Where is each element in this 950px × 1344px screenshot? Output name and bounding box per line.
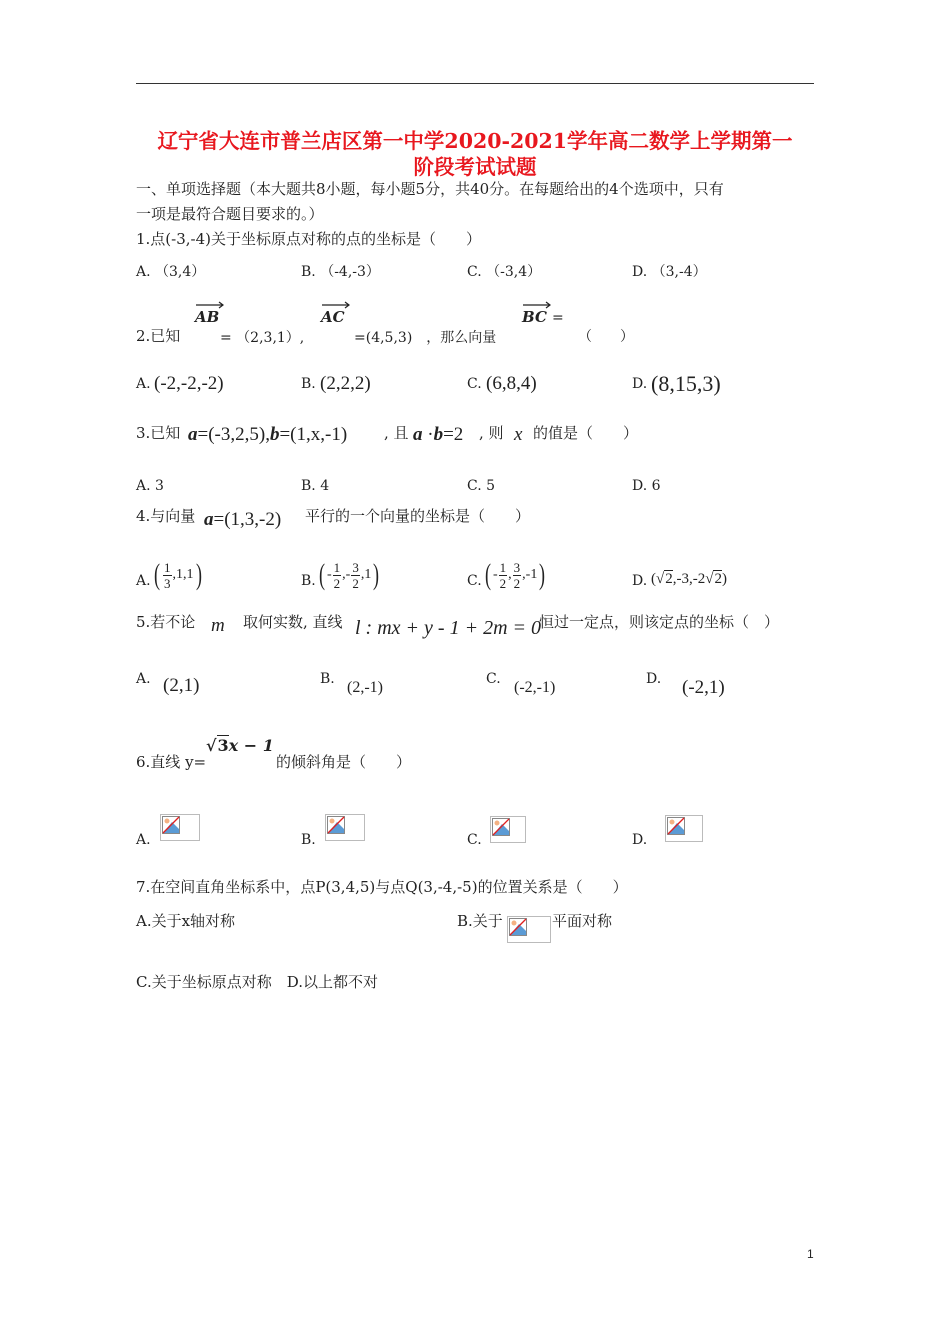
- q3-option-d: D. 6: [632, 478, 661, 494]
- q7-stem: 7.在空间直角坐标系中，点P(3,4,5)与点Q(3,-4,-5)的位置关系是（ ）: [136, 878, 628, 896]
- q5-option-c: (-2,-1): [514, 679, 556, 696]
- q3-option-b: B. 4: [301, 478, 330, 494]
- q1-option-d: D. （3,-4）: [632, 264, 707, 280]
- q5-option-d-label: D.: [646, 671, 662, 687]
- q3-and: , 且: [384, 424, 409, 442]
- section-instructions-line1: 一、单项选择题（本大题共8小题，每小题5分，共40分。在每题给出的4个选项中，只有: [136, 180, 724, 198]
- q2-ac-value: =(4,5,3) ，那么向量: [354, 330, 497, 346]
- q2-option-a-label: A.: [136, 376, 151, 392]
- q4-option-d: (√2,-3,-2√2): [651, 571, 727, 587]
- vector-arrow-icon: [321, 301, 351, 309]
- doc-title-line2: 阶段考试试题: [413, 155, 537, 179]
- q3-then: , 则: [479, 424, 504, 442]
- q3-prefix: 3.已知: [136, 424, 181, 442]
- q3-option-a: A. 3: [136, 478, 164, 494]
- q5-option-a-label: A.: [136, 671, 151, 687]
- q2-option-b-label: B.: [301, 376, 316, 392]
- q7-option-b-prefix: B.关于: [457, 912, 503, 930]
- q1-option-c: C. （-3,4）: [467, 264, 542, 280]
- q6-option-c-broken-image-icon: [490, 816, 526, 843]
- q2-prefix: 2.已知: [136, 327, 181, 345]
- q5-option-d: (-2,1): [682, 677, 725, 698]
- q3-dot-product: a ·b=2: [413, 424, 464, 445]
- q5-prefix: 5.若不论: [136, 613, 196, 631]
- header-rule: [136, 83, 814, 84]
- q2-option-d-label: D.: [632, 376, 648, 392]
- q1-option-b: B. （-4,-3）: [301, 264, 380, 280]
- q2-vector-ac: AC: [321, 307, 345, 326]
- vector-arrow-icon: [195, 301, 225, 309]
- q3-vectors: a=(-3,2,5),b=(1,x,-1): [188, 424, 348, 445]
- q6-option-b-broken-image-icon: [325, 814, 365, 841]
- q2-option-a: (-2,-2,-2): [154, 373, 224, 394]
- q2-answer-paren: （ ）: [578, 329, 634, 345]
- q4-option-c-label: C.: [467, 573, 482, 589]
- section-instructions-line2: 一项是最符合题目要求的。）: [136, 205, 324, 223]
- q7-option-b-broken-image-icon: [507, 916, 551, 943]
- q2-vector-bc: BC =: [522, 307, 564, 326]
- q6-prefix: 6.直线 y=: [136, 753, 207, 771]
- q2-vector-ab: AB: [195, 307, 219, 326]
- q7-option-b-suffix: 平面对称: [552, 912, 613, 930]
- q5-option-c-label: C.: [486, 671, 501, 687]
- q3-option-c: C. 5: [467, 478, 496, 494]
- q6-line-expression: √3x − 1: [206, 736, 274, 755]
- q4-option-d-label: D.: [632, 573, 648, 589]
- page-number: 1: [807, 1247, 814, 1261]
- q6-option-a-label: A.: [136, 832, 151, 848]
- q3-tail: 的值是（ ）: [533, 424, 639, 442]
- q3-variable-x: x: [514, 424, 523, 445]
- q6-option-a-broken-image-icon: [160, 814, 200, 841]
- q4-option-a: ( $\frac{1}{3}$ ,1,1): [154, 558, 202, 591]
- q4-vector-a: a=(1,3,-2): [204, 509, 282, 530]
- q6-tail: 的倾斜角是（ ）: [276, 753, 412, 771]
- q2-option-d: (8,15,3): [651, 371, 721, 396]
- q5-mid: 取何实数, 直线: [243, 613, 343, 631]
- q5-variable-m: m: [211, 615, 225, 636]
- q4-option-c: ( - $\frac{1}{2}$ , $\frac{3}{2}$ ,-1): [485, 558, 546, 591]
- q4-prefix: 4.与向量: [136, 507, 196, 525]
- q6-option-c-label: C.: [467, 832, 482, 848]
- q4-tail: 平行的一个向量的坐标是（ ）: [305, 507, 531, 525]
- q6-option-d-label: D.: [632, 832, 648, 848]
- q5-option-b: (2,-1): [347, 679, 383, 696]
- q5-option-b-label: B.: [320, 671, 335, 687]
- q2-option-b: (2,2,2): [320, 373, 371, 394]
- q4-option-b-label: B.: [301, 573, 316, 589]
- q5-line-equation: l : mx + y - 1 + 2m = 0: [355, 617, 542, 639]
- doc-title-line1: 辽宁省大连市普兰店区第一中学2020-2021学年高二数学上学期第一: [157, 129, 793, 153]
- q5-option-a: (2,1): [163, 675, 200, 696]
- q1-option-a: A. （3,4）: [136, 264, 206, 280]
- q6-option-b-label: B.: [301, 832, 316, 848]
- q2-option-c-label: C.: [467, 376, 482, 392]
- vector-arrow-icon: [522, 301, 552, 309]
- q7-option-a: A.关于x轴对称: [136, 912, 236, 930]
- q2-option-c: (6,8,4): [486, 373, 537, 394]
- q4-option-b: ( - $\frac{1}{2}$ ,- $\frac{3}{2}$ ,1): [319, 558, 380, 591]
- q4-option-a-label: A.: [136, 573, 151, 589]
- q1-stem: 1.点(-3,-4)关于坐标原点对称的点的坐标是（ ）: [136, 230, 482, 248]
- q7-options-cd: C.关于坐标原点对称 D.以上都不对: [136, 973, 378, 991]
- q6-option-d-broken-image-icon: [665, 815, 703, 842]
- q5-tail: 恒过一定点，则该定点的坐标（ ）: [539, 613, 780, 631]
- q2-ab-value: = （2,3,1）,: [220, 330, 305, 346]
